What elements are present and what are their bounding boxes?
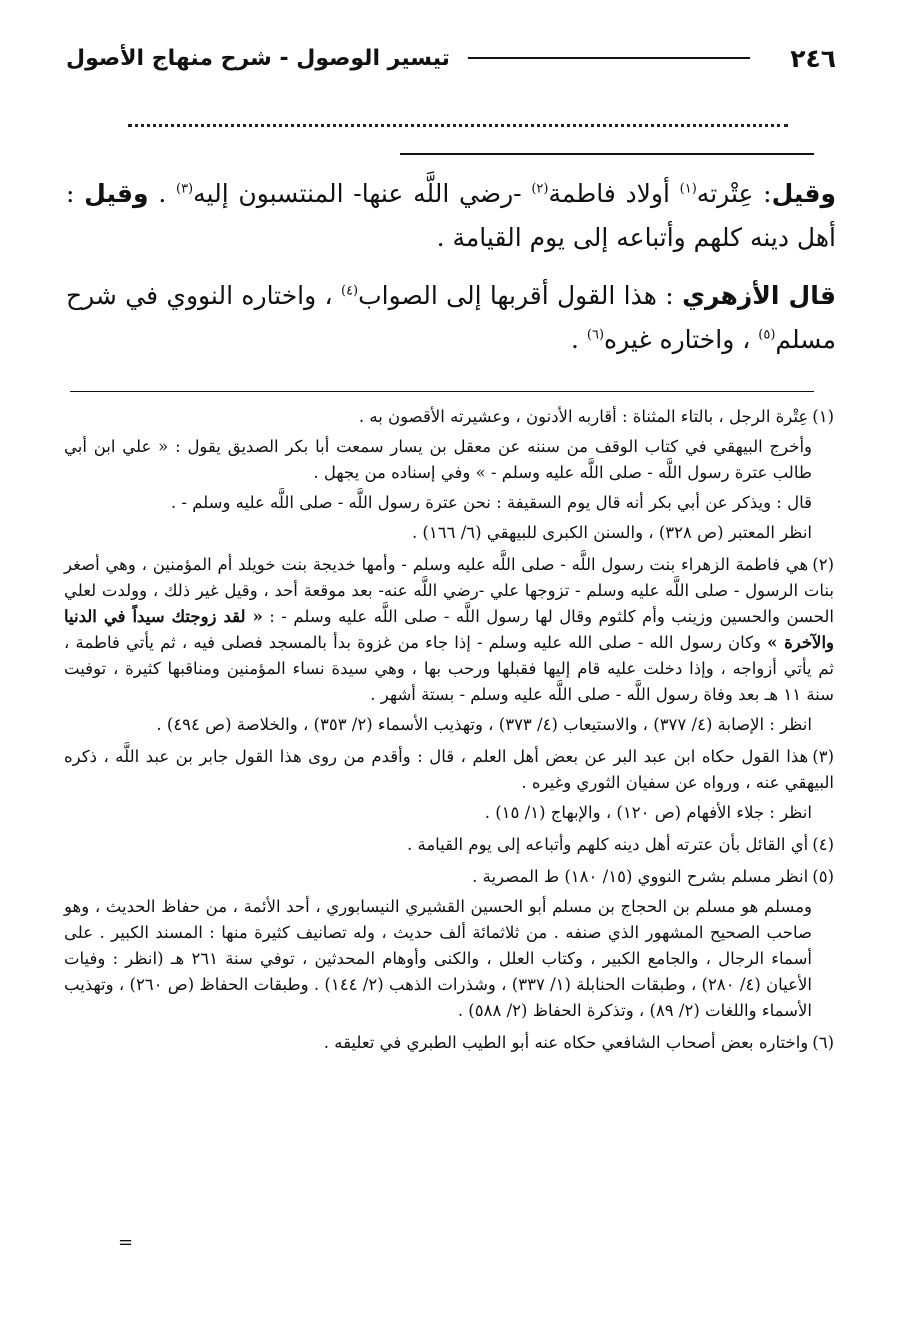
footnote-5	[64, 864, 834, 1024]
footnote-ref[interactable]: (٤)	[340, 283, 359, 299]
footnote-number: (٤)	[812, 835, 834, 854]
footnote-2	[64, 552, 834, 738]
main-paragraph-2	[66, 274, 836, 362]
footnote-paragraph: وأخرج البيهقي في كتاب الوقف من سننه عن معقل بن يسار سمعت أبا بكر الصديق يقول : « علي ابن أبي طالب عترة رسول اللَّه - صلى اللَّه عليه وسلم - » وفي إسناده من يجهل .	[64, 437, 812, 482]
footnote-text: انظر مسلم بشرح النووي (١٥/ ١٨٠) ط المصرية .	[472, 867, 809, 886]
footnote-paragraph	[64, 832, 834, 858]
footnote-paragraph: انظر : الإصابة (٤/ ٣٧٧) ، والاستيعاب (٤/ ٣٧٣) ، وتهذيب الأسماء (٢/ ٣٥٣) ، والخلاصة (ص ٤٩٤) .	[156, 715, 812, 734]
footnote-paragraph	[64, 744, 834, 796]
footnote-ref[interactable]: (٥)	[758, 327, 776, 343]
footnote-paragraph	[64, 552, 834, 708]
footnote-text: هذا القول حكاه ابن عبد البر عن بعض أهل العلم ، قال : وأقدم من روى هذا القول جابر بن عبد اللَّه ، ذكره البيهقي عنه ، ورواه عن سفيان الثوري وغيره .	[64, 747, 834, 792]
footnote-text: هي فاطمة الزهراء بنت رسول اللَّه - صلى اللَّه عليه وسلم - وأمها خديجة بنت خويلد أم المؤمنين ، وهي أصغر بنات الرسول - صلى اللَّه عليه وسلم - تزوجها علي -رضي اللَّه عنه- بعد موقعة أحد ، وقيل غير ذلك ، وولدت لعلي الحسن والحسين وزينب وأم كلثوم وقال لها رسول اللَّه - صلى اللَّه عليه وسلم - :	[64, 555, 834, 626]
footnotes	[64, 404, 834, 1062]
footnote-paragraph	[64, 864, 834, 890]
text-span: : عِتْرته	[696, 179, 772, 208]
footnote-number: (١)	[812, 407, 834, 426]
footnote-4	[64, 832, 834, 858]
footnote-text: واختاره بعض أصحاب الشافعي حكاه عنه أبو الطيب الطبري في تعليقه .	[323, 1033, 809, 1052]
hadith-quote: « لقد زوجتك سيداً في الدنيا والآخرة »	[64, 607, 834, 652]
text-span: ، واختاره النووي في شرح مسلم	[66, 281, 836, 354]
page-number: ٢٤٦	[790, 43, 836, 73]
footnote-number: (٥)	[812, 867, 834, 886]
footnote-3	[64, 744, 834, 826]
footnote-ref[interactable]: (٢)	[531, 181, 549, 197]
footnote-text: وكان رسول الله - صلى الله عليه وسلم - إذا جاء من غزوة بدأ بالمسجد فصلى فيه ، ثم يأتي فاطمة ، ثم يأتي أزواجه ، وإذا دخلت عليه قام إليها فقبلها ورحب بها ، وهي سيدة نساء المؤمنين ومناقبها كثيرة ، توفيت سنة ١١ هـ بعد وفاة رسول اللَّه - صلى اللَّه عليه وسلم - بستة أشهر .	[64, 633, 834, 704]
main-text	[66, 172, 836, 376]
footnote-6	[64, 1030, 834, 1056]
footnote-number: (٣)	[812, 747, 834, 766]
footnote-ref[interactable]: (٣)	[175, 181, 194, 197]
text-span: ، واختاره غيره	[604, 325, 759, 354]
footnote-text: أي القائل بأن عترته أهل دينه كلهم وأتباعه إلى يوم القيامة .	[406, 835, 809, 854]
lead-word: وقيل	[771, 179, 836, 208]
section-rule	[400, 153, 814, 155]
footnote-paragraph: انظر المعتبر (ص ٣٢٨) ، والسنن الكبرى للبيهقي (٦/ ١٦٦) .	[411, 523, 812, 542]
running-title: تيسير الوصول - شرح منهاج الأصول	[66, 45, 450, 71]
page-header	[66, 38, 836, 78]
footnote-ref[interactable]: (٦)	[586, 327, 605, 343]
main-paragraph-1	[66, 172, 836, 260]
text-span: : هذا القول أقربها إلى الصواب	[358, 281, 683, 310]
continuation-mark: =	[118, 1232, 134, 1253]
text-span: .	[148, 179, 176, 208]
header-rule	[468, 57, 750, 59]
footnote-paragraph	[64, 404, 834, 430]
footnote-rule	[70, 391, 814, 392]
footnote-paragraph: قال : ويذكر عن أبي بكر أنه قال يوم السقيفة : نحن عترة رسول اللَّه - صلى اللَّه عليه وسلم - .	[170, 493, 812, 512]
lead-word: قال الأزهري	[682, 281, 836, 310]
footnote-number: (٦)	[812, 1033, 834, 1052]
text-span: : أهل دينه كلهم وأتباعه إلى يوم القيامة .	[66, 179, 836, 252]
footnote-ref[interactable]: (١)	[679, 181, 697, 197]
text-span: .	[570, 325, 587, 354]
footnote-paragraph: ومسلم هو مسلم بن الحجاج بن مسلم أبو الحسين القشيري النيسابوري ، أحد الأئمة ، من حفاظ الحديث ، وهو صاحب الصحيح المشهور الذي صنفه . من ثلاثمائة ألف حديث ، وله تصانيف كثيرة منها : المسند الكبير . على أسماء الرجال ، والجامع الكبير ، وكتاب العلل ، والكنى وأوهام المحدثين ، توفي سنة ٢٦١ هـ (انظر : وفيات الأعيان (٤/ ٢٨٠) ، وطبقات الحنابلة (١/ ٣٣٧) ، وشذرات الذهب (٢/ ١٤٤) . وطبقات الحفاظ (ص ٢٦٠) ، وتهذيب الأسماء واللغات (٢/ ٨٩) ، وتذكرة الحفاظ (٢/ ٥٨٨) .	[64, 897, 812, 1020]
footnote-text: عِتْرة الرجل ، بالتاء المثناة : أقاربه الأدنون ، وعشيرته الأقصون به .	[358, 407, 809, 426]
footnote-1	[64, 404, 834, 546]
footnote-paragraph: انظر : جلاء الأفهام (ص ١٢٠) ، والإبهاج (١/ ١٥) .	[484, 803, 812, 822]
dotted-separator	[128, 124, 788, 131]
lead-word: وقيل	[84, 179, 149, 208]
text-span: أولاد فاطمة	[548, 179, 680, 208]
footnote-number: (٢)	[812, 555, 834, 574]
text-span: -رضي اللَّه عنها- المنتسبون إليه	[193, 179, 532, 208]
footnote-paragraph	[64, 1030, 834, 1056]
